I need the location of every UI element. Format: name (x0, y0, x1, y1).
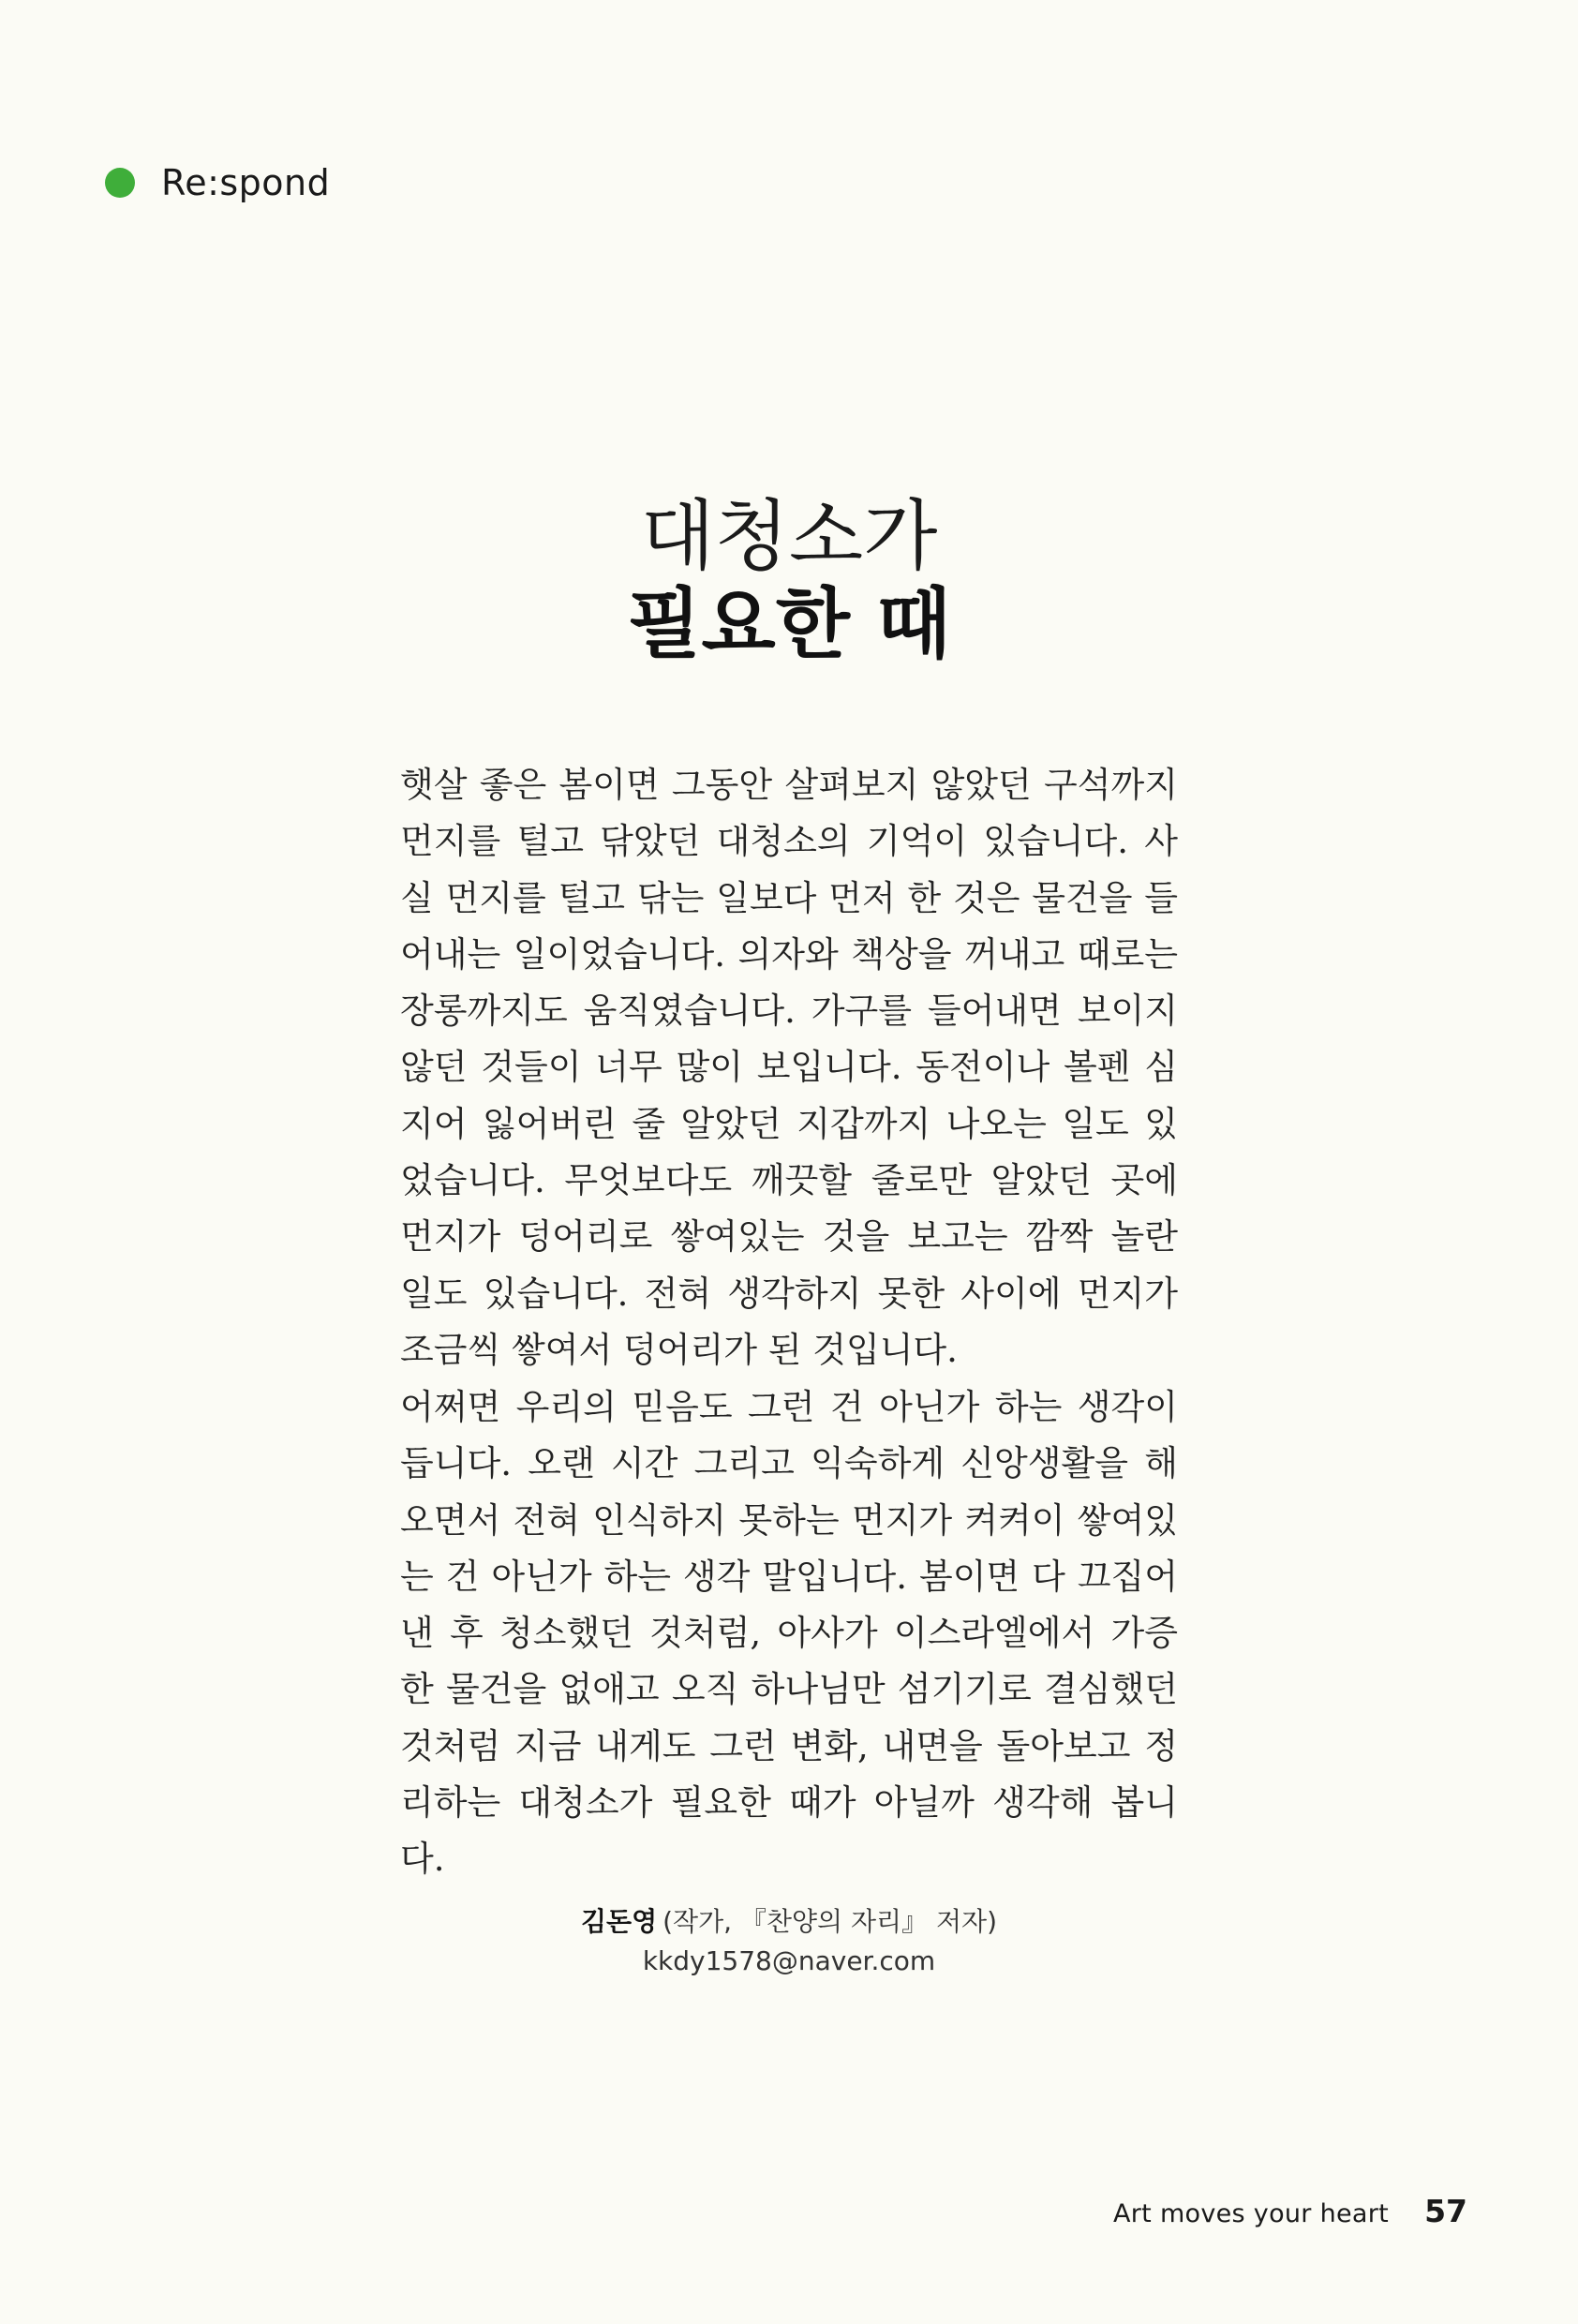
article-title-line2: 필요한 때 (627, 580, 951, 669)
section-bullet-icon (105, 168, 135, 198)
page-number: 57 (1424, 2193, 1467, 2229)
author-credit (0, 1902, 1578, 1981)
section-label: Re:spond (161, 162, 331, 203)
section-header (105, 159, 330, 206)
author-email: kkdy1578@naver.com (642, 1945, 936, 1976)
footer-tagline: Art moves your heart (1113, 2199, 1390, 2228)
article-paragraph: 햇살 좋은 봄이면 그동안 살펴보지 않았던 구석까지 먼지를 털고 닦았던 대청소의 기억이 있습니다. 사실 먼지를 털고 닦는 일보다 먼저 한 것은 물건을 들어내는 일이었습니다. 의자와 책상을 꺼내고 때로는 장롱까지도 움직였습니다. 가구를 들어내면 보이지 않던 것들이 너무 많이 보입니다. 동전이나 볼펜 심지어 잃어버린 줄 알았던 지갑까지 나오는 일도 있었습니다. 무엇보다도 깨끗할 줄로만 알았던 곳에 먼지가 덩어리로 쌓여있는 것을 보고는 깜짝 놀란 일도 있습니다. 전혀 생각하지 못한 사이에 먼지가 조금씩 쌓여서 덩어리가 된 것입니다. (400, 765, 1179, 1370)
author-name-line (0, 1902, 1578, 1942)
author-name: 김돈영 (580, 1906, 658, 1937)
page-footer (1113, 2193, 1467, 2229)
article-title-line1: 대청소가 (640, 492, 938, 581)
article-paragraph: 어쩌면 우리의 믿음도 그런 건 아닌가 하는 생각이 듭니다. 오랜 시간 그리고 익숙하게 신앙생활을 해 오면서 전혀 인식하지 못하는 먼지가 켜켜이 쌓여있는 건 아닌가 하는 생각 말입니다. 봄이면 다 끄집어낸 후 청소했던 것처럼, 아사가 이스라엘에서 가증한 물건을 없애고 오직 하나님만 섬기기로 결심했던 것처럼 지금 내게도 그런 변화, 내면을 돌아보고 정리하는 대청소가 필요한 때가 아닐까 생각해 봅니다. (400, 1387, 1178, 1880)
author-role: (작가, 『찬양의 자리』 저자) (662, 1906, 998, 1937)
